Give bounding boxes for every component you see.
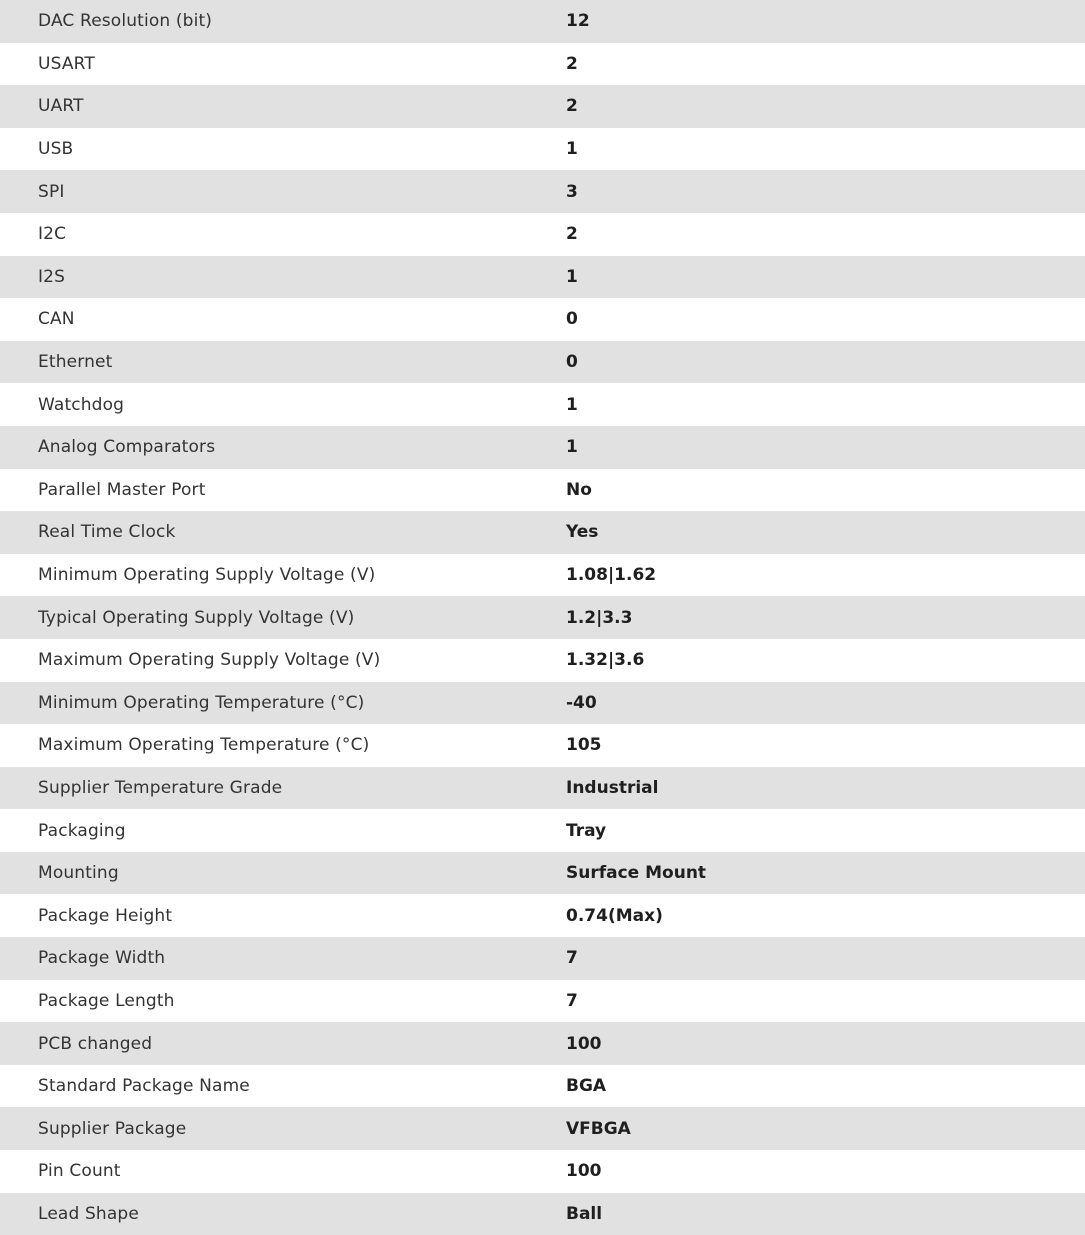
spec-label: I2C	[38, 224, 67, 245]
spec-row	[0, 511, 1085, 554]
spec-row	[0, 937, 1085, 980]
spec-row	[0, 43, 1085, 86]
spec-value: 0.74(Max)	[566, 905, 663, 926]
spec-row	[0, 1065, 1085, 1108]
spec-row	[0, 980, 1085, 1023]
spec-row	[0, 894, 1085, 937]
spec-value: 105	[566, 735, 602, 756]
spec-row	[0, 767, 1085, 810]
spec-value: Tray	[566, 820, 607, 841]
spec-row	[0, 852, 1085, 895]
spec-label: Real Time Clock	[38, 522, 176, 543]
spec-row	[0, 341, 1085, 384]
spec-label: I2S	[38, 266, 66, 287]
spec-row	[0, 682, 1085, 725]
spec-value: 3	[566, 181, 578, 202]
spec-label: Watchdog	[38, 394, 125, 415]
spec-value: 100	[566, 1161, 602, 1182]
spec-row	[0, 1193, 1085, 1235]
spec-value: BGA	[566, 1076, 607, 1097]
spec-label: PCB changed	[38, 1033, 153, 1054]
spec-value: 0	[566, 309, 578, 330]
spec-value: 1	[566, 437, 578, 458]
spec-row	[0, 1022, 1085, 1065]
spec-value: Ball	[566, 1203, 603, 1224]
spec-label: Package Height	[38, 905, 173, 926]
spec-value: 2	[566, 53, 578, 74]
spec-label: Supplier Package	[38, 1118, 187, 1139]
spec-value: 1	[566, 394, 578, 415]
spec-row	[0, 85, 1085, 128]
spec-row	[0, 809, 1085, 852]
spec-label: DAC Resolution (bit)	[38, 11, 213, 32]
spec-label: CAN	[38, 309, 75, 330]
spec-label: Typical Operating Supply Voltage (V)	[38, 607, 355, 628]
spec-row	[0, 639, 1085, 682]
spec-value: 100	[566, 1033, 602, 1054]
spec-label: Maximum Operating Supply Voltage (V)	[38, 650, 381, 671]
spec-label: Maximum Operating Temperature (°C)	[38, 735, 370, 756]
spec-value: Surface Mount	[566, 863, 707, 884]
spec-label: Analog Comparators	[38, 437, 216, 458]
spec-label: USART	[38, 53, 95, 74]
spec-value: 1	[566, 266, 578, 287]
spec-row	[0, 426, 1085, 469]
spec-row	[0, 128, 1085, 171]
spec-value: 1.2|3.3	[566, 607, 633, 628]
spec-row	[0, 0, 1085, 43]
spec-value: Yes	[566, 522, 599, 543]
spec-row	[0, 256, 1085, 299]
spec-label: Packaging	[38, 820, 126, 841]
spec-label: Pin Count	[38, 1161, 121, 1182]
spec-value: VFBGA	[566, 1118, 631, 1139]
spec-label: Minimum Operating Supply Voltage (V)	[38, 565, 376, 586]
spec-value: 2	[566, 96, 578, 117]
spec-value: 7	[566, 948, 578, 969]
spec-label: UART	[38, 96, 84, 117]
spec-row	[0, 724, 1085, 767]
spec-row	[0, 1150, 1085, 1193]
spec-value: 1.32|3.6	[566, 650, 645, 671]
spec-row	[0, 469, 1085, 512]
spec-label: Supplier Temperature Grade	[38, 777, 283, 798]
spec-label: Mounting	[38, 863, 119, 884]
spec-row	[0, 213, 1085, 256]
spec-value: 1	[566, 139, 578, 160]
spec-label: Parallel Master Port	[38, 479, 206, 500]
spec-label: Package Length	[38, 990, 175, 1011]
spec-value: 7	[566, 990, 578, 1011]
spec-label: USB	[38, 139, 74, 160]
spec-value: -40	[566, 692, 597, 713]
spec-row	[0, 596, 1085, 639]
spec-row	[0, 383, 1085, 426]
spec-label: Lead Shape	[38, 1203, 139, 1224]
spec-value: No	[566, 479, 592, 500]
spec-row	[0, 1107, 1085, 1150]
spec-row	[0, 298, 1085, 341]
spec-value: 1.08|1.62	[566, 565, 657, 586]
spec-value: 0	[566, 352, 578, 373]
spec-value: 12	[566, 11, 590, 32]
spec-value: 2	[566, 224, 578, 245]
spec-label: Standard Package Name	[38, 1076, 250, 1097]
spec-label: Minimum Operating Temperature (°C)	[38, 692, 365, 713]
spec-value: Industrial	[566, 777, 659, 798]
spec-label: Ethernet	[38, 352, 113, 373]
spec-row	[0, 170, 1085, 213]
spec-row	[0, 554, 1085, 597]
spec-label: SPI	[38, 181, 65, 202]
spec-label: Package Width	[38, 948, 166, 969]
